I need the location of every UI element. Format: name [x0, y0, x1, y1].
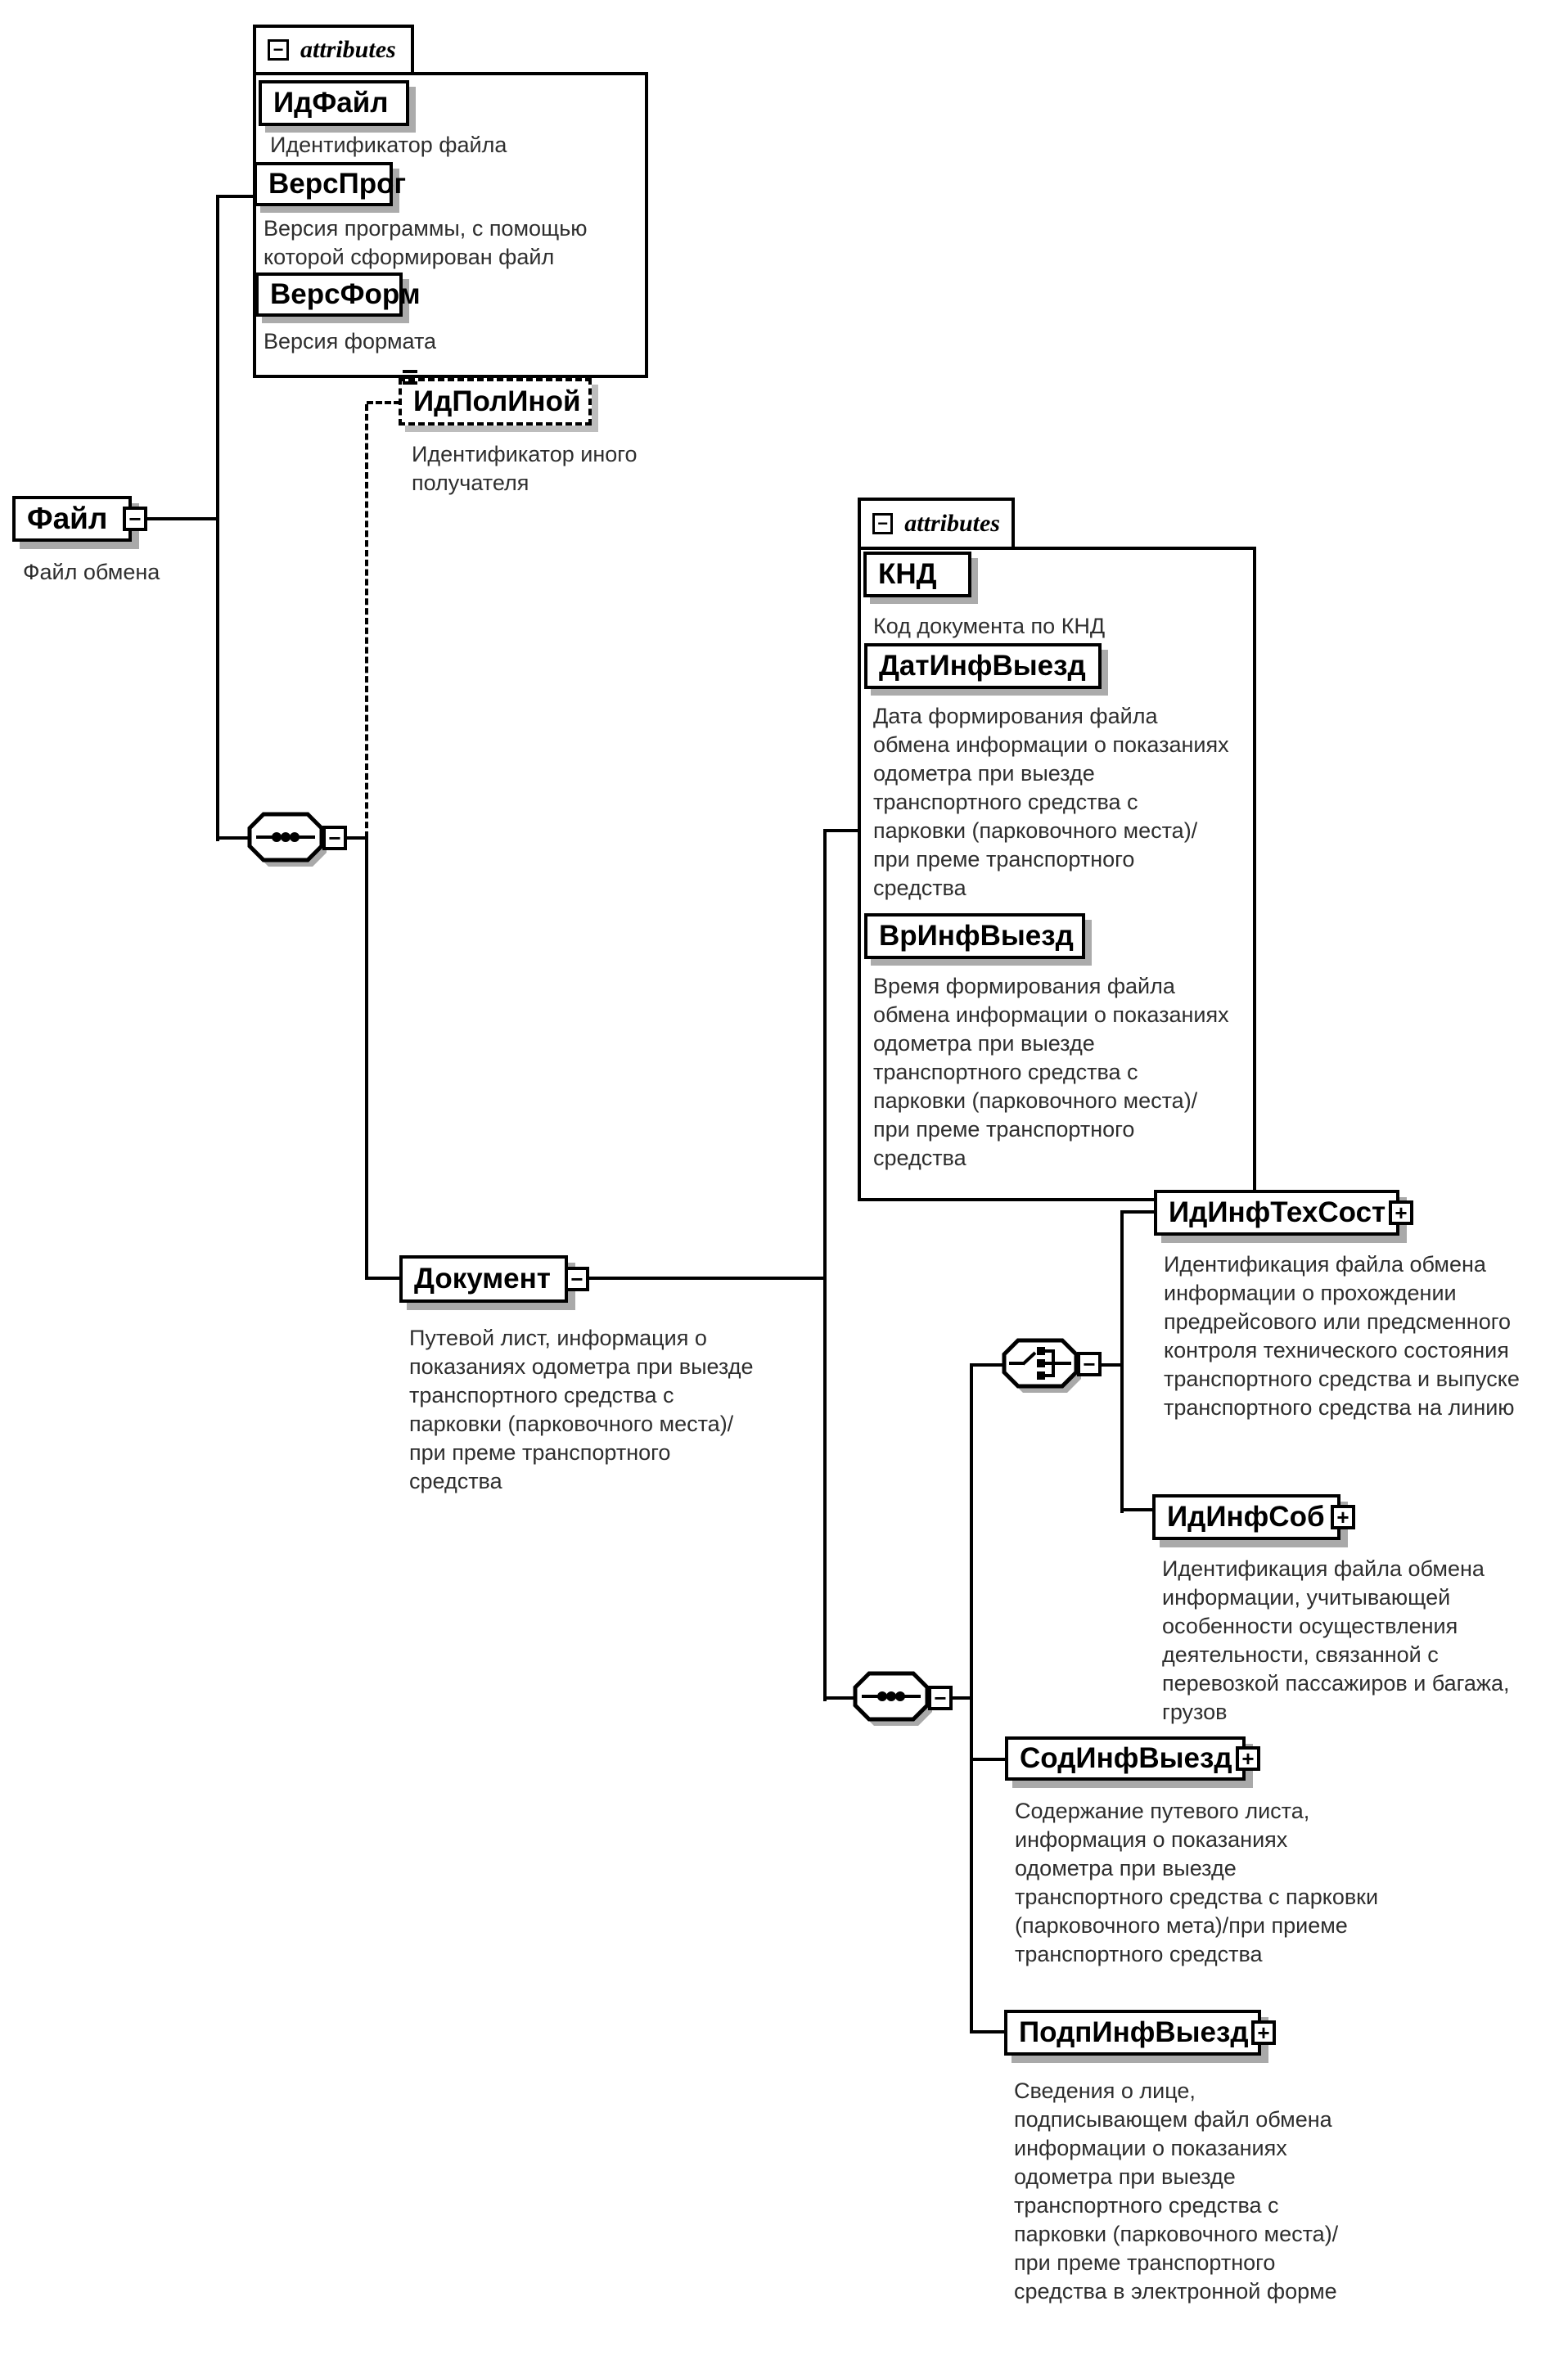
- element-podpinfvyezd-label: ПодпИнфВыезд: [1019, 2016, 1249, 2048]
- connector-line: [970, 1758, 1008, 1761]
- attribute-idpoliinoj-box[interactable]: [399, 378, 592, 426]
- collapse-icon[interactable]: −: [928, 1686, 953, 1710]
- attribute-versprog-label: ВерсПрог: [268, 168, 407, 200]
- attribute-versprog-desc: Версия программы, с помощью которой сформирован файл: [264, 216, 588, 269]
- expand-icon[interactable]: +: [1251, 2020, 1276, 2045]
- connector-line: [146, 517, 219, 520]
- attribute-versform-box[interactable]: [255, 272, 421, 317]
- attribute-vrinfvyezd-desc: Время формирования файла обмена информации о показаниях одометра при выезде транспортного средства с парковки (парковочного места)/при преме транспортного средства: [873, 974, 1229, 1170]
- connector-line: [970, 2030, 1007, 2033]
- connector-line: [823, 829, 859, 832]
- attribute-idpoliinoj-desc: Идентификатор иного получателя: [412, 442, 638, 495]
- collapse-icon[interactable]: −: [123, 507, 147, 531]
- connector-line: [218, 836, 250, 840]
- element-idinfsob-box[interactable]: [1152, 1494, 1340, 1540]
- connector-line: [1120, 1210, 1157, 1214]
- connector-line: [216, 195, 255, 198]
- collapse-icon[interactable]: −: [1077, 1352, 1102, 1376]
- collapse-icon[interactable]: −: [268, 39, 289, 61]
- expand-icon[interactable]: +: [1236, 1746, 1260, 1771]
- attribute-vrinfvyezd-box[interactable]: [864, 913, 1085, 959]
- element-sodinfvyezd-box[interactable]: [1005, 1736, 1246, 1781]
- attribute-vrinfvyezd-label: ВрИнфВыезд: [879, 920, 1074, 952]
- connector-line: [1120, 1210, 1124, 1513]
- attribute-datinfvyezd-label: ДатИнфВыезд: [879, 650, 1086, 682]
- element-fajl-annotation: Файл обмена: [23, 560, 160, 584]
- element-idinfsob-desc: Идентификация файла обмена информации, учитывающей особенности осуществления деятельности, связанной с перевозкой пассажиров и багажа, грузов: [1162, 1556, 1510, 1724]
- attribute-idfajl-box[interactable]: [259, 80, 409, 126]
- expand-icon[interactable]: +: [1389, 1200, 1413, 1225]
- collapse-icon[interactable]: −: [565, 1267, 589, 1291]
- connector-line: [588, 1277, 827, 1280]
- attribute-knd-label: КНД: [878, 558, 937, 590]
- connector-line: [365, 1277, 403, 1280]
- sequence-icon[interactable]: [852, 1671, 937, 1730]
- attribute-idfajl-label: ИдФайл: [273, 87, 389, 119]
- element-sodinfvyezd-label: СодИнфВыезд: [1020, 1742, 1232, 1774]
- connector-line: [823, 829, 827, 1701]
- connector-line: [365, 836, 368, 1280]
- attribute-datinfvyezd-box[interactable]: [864, 643, 1102, 689]
- sequence-icon[interactable]: [246, 812, 331, 871]
- attributes-tab-label: attributes: [904, 510, 1000, 537]
- attribute-knd-desc: Код документа по КНД: [873, 614, 1106, 638]
- collapse-icon[interactable]: −: [322, 826, 347, 850]
- optional-connector-line: [365, 404, 368, 838]
- element-dokument-desc: Путевой лист, информация о показаниях одометра при выезде транспортного средства с парковки (парковочного места)/при преме транспортного средства: [409, 1326, 754, 1493]
- element-dokument-label: Документ: [414, 1263, 551, 1295]
- element-idinftehsost-desc: Идентификация файла обмена информации о прохождении предрейсового или предсменного контроля технического состояния транспортного средства и выпуске транспортного средства на линию: [1164, 1252, 1520, 1420]
- element-podpinfvyezd-desc: Сведения о лице, подписывающем файл обмена информации о показаниях одометра при выезде транспортного средства с парковки (парковочного места)/при преме транспортного средства в электронной форме: [1014, 2079, 1339, 2304]
- attribute-versform-label: ВерсФорм: [270, 278, 421, 310]
- element-idinftehsost-box[interactable]: [1154, 1190, 1399, 1236]
- expand-icon[interactable]: +: [1331, 1505, 1355, 1529]
- connector-line: [823, 1696, 856, 1700]
- connector-line: [970, 1363, 1004, 1367]
- element-idinftehsost-label: ИдИнфТехСост: [1169, 1196, 1386, 1228]
- connector-line: [970, 1363, 973, 2033]
- optional-connector-line: [367, 401, 400, 404]
- attribute-versprog-box[interactable]: [254, 162, 407, 206]
- attribute-idfajl-desc: Идентификатор файла: [270, 133, 507, 157]
- element-sodinfvyezd-desc: Содержание путевого листа, информация о показаниях одометра при выезде транспортного средства с парковки (парковочного мета)/при приеме транспортного средства: [1015, 1799, 1379, 1966]
- element-fajl-box[interactable]: [12, 496, 132, 542]
- element-dokument-box[interactable]: [399, 1255, 568, 1303]
- attribute-idpoliinoj-label: ИдПолИной: [413, 385, 581, 417]
- collapse-icon[interactable]: −: [872, 513, 893, 534]
- dokument-attributes-tab: [858, 498, 1015, 550]
- element-idinfsob-label: ИдИнфСоб: [1167, 1501, 1325, 1533]
- element-fajl-label: Файл: [27, 502, 108, 535]
- optional-marker-icon: [403, 370, 421, 386]
- attribute-datinfvyezd-desc: Дата формирования файла обмена информации о показаниях одометра при выезде транспортного средства с парковки (парковочного места)/при преме транспортного средства: [873, 704, 1229, 900]
- attribute-knd-box[interactable]: [863, 552, 971, 597]
- attribute-versform-desc: Версия формата: [264, 329, 437, 354]
- connector-line: [1120, 1508, 1156, 1511]
- attributes-tab-label: attributes: [300, 36, 396, 63]
- element-podpinfvyezd-box[interactable]: [1004, 2010, 1261, 2056]
- file-attributes-tab: [253, 25, 414, 75]
- choice-icon[interactable]: [1001, 1338, 1086, 1397]
